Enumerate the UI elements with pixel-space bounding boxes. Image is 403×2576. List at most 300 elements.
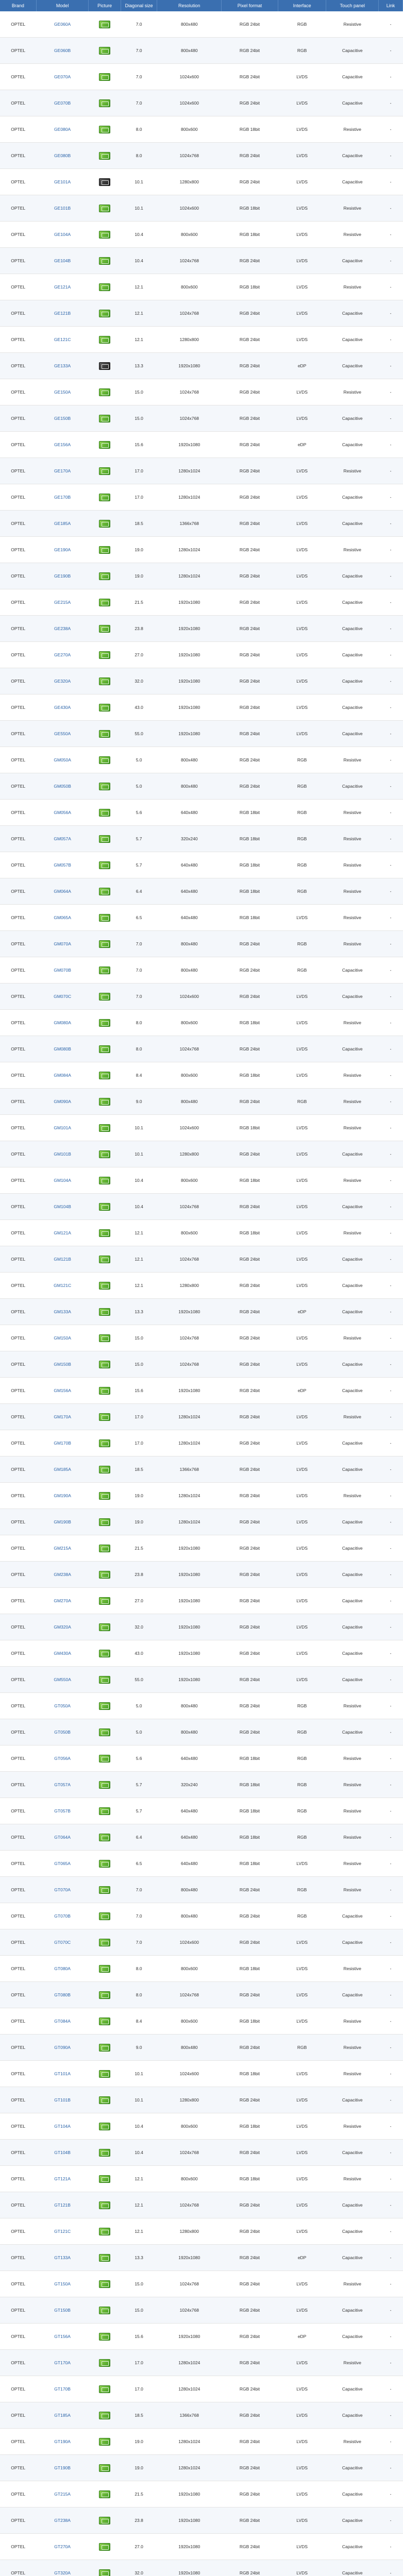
link-cell-text[interactable]: -: [390, 941, 392, 946]
model-cell-text[interactable]: GE080A: [54, 126, 71, 132]
model-cell[interactable]: [36, 2455, 89, 2481]
link-cell[interactable]: [379, 2140, 403, 2166]
link-cell-text[interactable]: -: [390, 1361, 392, 1367]
model-cell[interactable]: [36, 2113, 89, 2140]
model-cell-text[interactable]: GT057B: [54, 1808, 71, 1814]
link-cell-text[interactable]: -: [390, 809, 392, 815]
table-row[interactable]: [0, 1273, 403, 1299]
table-row[interactable]: [0, 800, 403, 826]
model-cell[interactable]: [36, 1115, 89, 1141]
link-cell-text[interactable]: -: [390, 888, 392, 894]
link-cell[interactable]: [379, 2324, 403, 2350]
link-cell[interactable]: [379, 721, 403, 747]
model-cell-text[interactable]: GM065A: [54, 914, 71, 920]
table-row[interactable]: [0, 1378, 403, 1404]
model-cell-text[interactable]: GM070B: [54, 967, 71, 973]
model-cell-text[interactable]: GT056A: [54, 1755, 71, 1761]
model-cell[interactable]: [36, 1956, 89, 1982]
table-row[interactable]: [0, 1404, 403, 1430]
link-cell[interactable]: [379, 1141, 403, 1167]
link-cell-text[interactable]: -: [390, 1414, 392, 1419]
link-cell-text[interactable]: -: [390, 2360, 392, 2365]
table-row[interactable]: [0, 2192, 403, 2218]
model-cell-text[interactable]: GE190A: [54, 547, 71, 552]
model-cell-text[interactable]: GE080B: [54, 152, 71, 158]
table-row[interactable]: [0, 694, 403, 721]
link-cell[interactable]: [379, 852, 403, 878]
model-cell[interactable]: [36, 2481, 89, 2507]
link-cell[interactable]: [379, 143, 403, 169]
table-row[interactable]: [0, 1535, 403, 1562]
model-cell-text[interactable]: GT080A: [54, 1965, 71, 1971]
table-row[interactable]: [0, 1798, 403, 1824]
link-cell-text[interactable]: -: [390, 1860, 392, 1866]
table-row[interactable]: [0, 1772, 403, 1798]
link-cell[interactable]: [379, 1562, 403, 1588]
model-cell[interactable]: [36, 1535, 89, 1562]
link-cell[interactable]: [379, 957, 403, 984]
table-row[interactable]: [0, 1299, 403, 1325]
link-cell-text[interactable]: -: [390, 1729, 392, 1735]
model-cell[interactable]: [36, 2297, 89, 2324]
model-cell[interactable]: [36, 300, 89, 327]
link-cell[interactable]: [379, 511, 403, 537]
model-cell[interactable]: [36, 1351, 89, 1378]
link-cell[interactable]: [379, 1798, 403, 1824]
model-cell-text[interactable]: GE070A: [54, 74, 71, 79]
link-cell-text[interactable]: -: [390, 1965, 392, 1971]
link-cell-text[interactable]: -: [390, 599, 392, 605]
link-cell-text[interactable]: -: [390, 1335, 392, 1341]
table-row[interactable]: [0, 537, 403, 563]
table-row[interactable]: [0, 2087, 403, 2113]
table-row[interactable]: [0, 90, 403, 116]
model-cell-text[interactable]: GE156A: [54, 442, 71, 447]
table-row[interactable]: [0, 2455, 403, 2481]
table-row[interactable]: [0, 2402, 403, 2429]
link-cell[interactable]: [379, 800, 403, 826]
table-row[interactable]: [0, 2350, 403, 2376]
link-cell-text[interactable]: -: [390, 1230, 392, 1235]
link-cell[interactable]: [379, 1929, 403, 1956]
table-row[interactable]: [0, 1456, 403, 1483]
model-cell-text[interactable]: GT320A: [54, 2570, 71, 2575]
model-cell-text[interactable]: GM121B: [54, 1256, 71, 1262]
link-cell[interactable]: [379, 169, 403, 195]
model-cell-text[interactable]: GM121A: [54, 1230, 71, 1235]
model-cell-text[interactable]: GE170B: [54, 494, 71, 500]
model-cell-text[interactable]: GE550A: [54, 731, 71, 736]
model-cell[interactable]: [36, 1194, 89, 1220]
table-row[interactable]: [0, 1115, 403, 1141]
link-cell[interactable]: [379, 90, 403, 116]
link-cell[interactable]: [379, 1404, 403, 1430]
model-cell-text[interactable]: GT050A: [54, 1703, 71, 1708]
model-cell[interactable]: [36, 2140, 89, 2166]
link-cell[interactable]: [379, 1588, 403, 1614]
table-row[interactable]: [0, 2481, 403, 2507]
table-row[interactable]: [0, 773, 403, 800]
model-cell[interactable]: [36, 694, 89, 721]
link-cell-text[interactable]: -: [390, 1939, 392, 1945]
table-row[interactable]: [0, 826, 403, 852]
link-cell-text[interactable]: -: [390, 967, 392, 973]
model-cell[interactable]: [36, 1719, 89, 1745]
table-row[interactable]: [0, 379, 403, 405]
link-cell[interactable]: [379, 1036, 403, 1062]
model-cell-text[interactable]: GE121C: [54, 336, 71, 342]
link-cell-text[interactable]: -: [390, 205, 392, 211]
link-cell[interactable]: [379, 1535, 403, 1562]
table-row[interactable]: [0, 2324, 403, 2350]
model-cell[interactable]: [36, 143, 89, 169]
model-cell-text[interactable]: GM070A: [54, 941, 71, 946]
model-cell[interactable]: [36, 1509, 89, 1535]
model-cell-text[interactable]: GT150A: [54, 2281, 71, 2286]
link-cell[interactable]: [379, 327, 403, 353]
model-cell-text[interactable]: GM190B: [54, 1519, 71, 1524]
model-cell-text[interactable]: GT064A: [54, 1834, 71, 1840]
model-cell[interactable]: [36, 1588, 89, 1614]
link-cell[interactable]: [379, 1010, 403, 1036]
table-row[interactable]: [0, 64, 403, 90]
link-cell[interactable]: [379, 1956, 403, 1982]
table-row[interactable]: [0, 2507, 403, 2534]
model-cell-text[interactable]: GT070A: [54, 1887, 71, 1892]
link-cell-text[interactable]: -: [390, 2071, 392, 2076]
model-cell[interactable]: [36, 116, 89, 143]
model-cell[interactable]: [36, 563, 89, 589]
table-row[interactable]: [0, 2297, 403, 2324]
model-cell-text[interactable]: GT050B: [54, 1729, 71, 1735]
model-cell[interactable]: [36, 2061, 89, 2087]
model-cell[interactable]: [36, 878, 89, 905]
link-cell[interactable]: [379, 2192, 403, 2218]
model-cell-text[interactable]: GM170A: [54, 1414, 71, 1419]
link-cell-text[interactable]: -: [390, 74, 392, 79]
link-cell[interactable]: [379, 1430, 403, 1456]
link-cell-text[interactable]: -: [390, 1282, 392, 1288]
model-cell[interactable]: [36, 1167, 89, 1194]
link-cell[interactable]: [379, 2218, 403, 2245]
link-cell[interactable]: [379, 195, 403, 222]
link-cell-text[interactable]: -: [390, 1098, 392, 1104]
model-cell-text[interactable]: GT238A: [54, 2517, 71, 2523]
table-row[interactable]: [0, 11, 403, 38]
model-cell[interactable]: [36, 1877, 89, 1903]
link-cell[interactable]: [379, 2507, 403, 2534]
model-cell-text[interactable]: GM090A: [54, 1098, 71, 1104]
link-cell-text[interactable]: -: [390, 2123, 392, 2129]
model-cell[interactable]: [36, 1614, 89, 1640]
model-cell-text[interactable]: GM101A: [54, 1125, 71, 1130]
model-cell-text[interactable]: GE270A: [54, 652, 71, 657]
link-cell[interactable]: [379, 2087, 403, 2113]
link-cell-text[interactable]: -: [390, 284, 392, 290]
model-cell[interactable]: [36, 2271, 89, 2297]
link-cell-text[interactable]: -: [390, 1703, 392, 1708]
model-cell-text[interactable]: GM080A: [54, 1020, 71, 1025]
link-cell[interactable]: [379, 379, 403, 405]
table-row[interactable]: [0, 274, 403, 300]
table-row[interactable]: [0, 405, 403, 432]
model-cell-text[interactable]: GE101B: [54, 205, 71, 211]
table-row[interactable]: [0, 2429, 403, 2455]
model-cell-text[interactable]: GT133A: [54, 2255, 71, 2260]
link-cell[interactable]: [379, 2402, 403, 2429]
model-cell-text[interactable]: GM133A: [54, 1309, 71, 1314]
model-cell[interactable]: [36, 1798, 89, 1824]
link-cell-text[interactable]: -: [390, 1440, 392, 1446]
link-cell-text[interactable]: -: [390, 2149, 392, 2155]
link-cell-text[interactable]: -: [390, 21, 392, 27]
model-cell-text[interactable]: GT104B: [54, 2149, 71, 2155]
link-cell[interactable]: [379, 1062, 403, 1089]
link-cell-text[interactable]: -: [390, 1545, 392, 1551]
link-cell-text[interactable]: -: [390, 468, 392, 473]
model-cell[interactable]: [36, 2534, 89, 2560]
table-row[interactable]: [0, 169, 403, 195]
link-cell[interactable]: [379, 1351, 403, 1378]
link-cell[interactable]: [379, 1772, 403, 1798]
model-cell[interactable]: [36, 195, 89, 222]
model-cell[interactable]: [36, 1404, 89, 1430]
table-row[interactable]: [0, 327, 403, 353]
model-cell-text[interactable]: GE238A: [54, 625, 71, 631]
table-row[interactable]: [0, 1220, 403, 1246]
link-cell[interactable]: [379, 563, 403, 589]
table-row[interactable]: [0, 957, 403, 984]
table-row[interactable]: [0, 1824, 403, 1851]
link-cell-text[interactable]: -: [390, 2097, 392, 2103]
model-cell[interactable]: [36, 1824, 89, 1851]
link-cell-text[interactable]: -: [390, 1493, 392, 1498]
model-cell[interactable]: [36, 721, 89, 747]
model-cell[interactable]: [36, 642, 89, 668]
model-cell[interactable]: [36, 2324, 89, 2350]
link-cell-text[interactable]: -: [390, 336, 392, 342]
link-cell-text[interactable]: -: [390, 2307, 392, 2313]
link-cell-text[interactable]: -: [390, 152, 392, 158]
table-row[interactable]: [0, 1719, 403, 1745]
model-cell-text[interactable]: GM050B: [54, 783, 71, 789]
model-cell[interactable]: [36, 2218, 89, 2245]
link-cell[interactable]: [379, 1167, 403, 1194]
model-cell[interactable]: [36, 2402, 89, 2429]
model-cell[interactable]: [36, 64, 89, 90]
link-cell[interactable]: [379, 2245, 403, 2271]
link-cell-text[interactable]: -: [390, 2044, 392, 2050]
link-cell-text[interactable]: -: [390, 310, 392, 316]
table-row[interactable]: [0, 511, 403, 537]
model-cell[interactable]: [36, 1851, 89, 1877]
link-cell[interactable]: [379, 353, 403, 379]
link-cell-text[interactable]: -: [390, 1466, 392, 1472]
model-cell[interactable]: [36, 353, 89, 379]
model-cell[interactable]: [36, 1667, 89, 1693]
link-cell[interactable]: [379, 38, 403, 64]
model-cell[interactable]: [36, 274, 89, 300]
link-cell-text[interactable]: -: [390, 2491, 392, 2497]
link-cell-text[interactable]: -: [390, 2412, 392, 2418]
model-cell[interactable]: [36, 2429, 89, 2455]
model-cell[interactable]: [36, 1483, 89, 1509]
link-cell-text[interactable]: -: [390, 2228, 392, 2234]
model-cell-text[interactable]: GM084A: [54, 1072, 71, 1078]
link-cell[interactable]: [379, 826, 403, 852]
model-cell[interactable]: [36, 1772, 89, 1798]
link-cell-text[interactable]: -: [390, 494, 392, 500]
link-cell-text[interactable]: -: [390, 1992, 392, 1997]
link-cell[interactable]: [379, 773, 403, 800]
link-cell-text[interactable]: -: [390, 1598, 392, 1603]
table-row[interactable]: [0, 642, 403, 668]
model-cell-text[interactable]: GT101A: [54, 2071, 71, 2076]
table-row[interactable]: [0, 248, 403, 274]
link-cell[interactable]: [379, 1509, 403, 1535]
model-cell[interactable]: [36, 1378, 89, 1404]
table-row[interactable]: [0, 2218, 403, 2245]
link-cell-text[interactable]: -: [390, 547, 392, 552]
table-row[interactable]: [0, 1877, 403, 1903]
model-cell-text[interactable]: GE060A: [54, 21, 71, 27]
model-cell[interactable]: [36, 1036, 89, 1062]
model-cell[interactable]: [36, 2245, 89, 2271]
model-cell-text[interactable]: GE185A: [54, 520, 71, 526]
table-row[interactable]: [0, 484, 403, 511]
link-cell[interactable]: [379, 11, 403, 38]
link-cell-text[interactable]: -: [390, 1887, 392, 1892]
link-cell-text[interactable]: -: [390, 2018, 392, 2024]
link-cell[interactable]: [379, 1640, 403, 1667]
model-cell[interactable]: [36, 1010, 89, 1036]
model-cell[interactable]: [36, 484, 89, 511]
link-cell[interactable]: [379, 2113, 403, 2140]
model-cell[interactable]: [36, 1562, 89, 1588]
link-cell-text[interactable]: -: [390, 1204, 392, 1209]
model-cell[interactable]: [36, 432, 89, 458]
link-cell-text[interactable]: -: [390, 2438, 392, 2444]
table-row[interactable]: [0, 1929, 403, 1956]
link-cell-text[interactable]: -: [390, 1676, 392, 1682]
table-row[interactable]: [0, 1167, 403, 1194]
table-row[interactable]: [0, 116, 403, 143]
model-cell-text[interactable]: GT170A: [54, 2360, 71, 2365]
model-cell[interactable]: [36, 2008, 89, 2035]
model-cell[interactable]: [36, 2035, 89, 2061]
link-cell[interactable]: [379, 668, 403, 694]
link-cell[interactable]: [379, 1220, 403, 1246]
model-cell[interactable]: [36, 2192, 89, 2218]
model-cell-text[interactable]: GM190A: [54, 1493, 71, 1498]
model-cell-text[interactable]: GE133A: [54, 363, 71, 368]
table-row[interactable]: [0, 2166, 403, 2192]
link-cell[interactable]: [379, 1299, 403, 1325]
model-cell-text[interactable]: GM150B: [54, 1361, 71, 1367]
model-cell-text[interactable]: GT121A: [54, 2176, 71, 2181]
model-cell-text[interactable]: GT070C: [54, 1939, 71, 1945]
link-cell[interactable]: [379, 1456, 403, 1483]
link-cell[interactable]: [379, 1719, 403, 1745]
link-cell[interactable]: [379, 2429, 403, 2455]
link-cell-text[interactable]: -: [390, 442, 392, 447]
model-cell-text[interactable]: GM215A: [54, 1545, 71, 1551]
model-cell[interactable]: [36, 616, 89, 642]
link-cell[interactable]: [379, 1378, 403, 1404]
table-row[interactable]: [0, 1430, 403, 1456]
table-row[interactable]: [0, 2140, 403, 2166]
link-cell-text[interactable]: -: [390, 678, 392, 684]
link-cell[interactable]: [379, 64, 403, 90]
table-row[interactable]: [0, 1062, 403, 1089]
model-cell-text[interactable]: GE121B: [54, 310, 71, 316]
model-cell-text[interactable]: GT104A: [54, 2123, 71, 2129]
table-row[interactable]: [0, 1036, 403, 1062]
link-cell-text[interactable]: -: [390, 731, 392, 736]
link-cell[interactable]: [379, 878, 403, 905]
table-row[interactable]: [0, 1614, 403, 1640]
model-cell-text[interactable]: GM101B: [54, 1151, 71, 1157]
model-cell[interactable]: [36, 2507, 89, 2534]
link-cell[interactable]: [379, 616, 403, 642]
link-cell-text[interactable]: -: [390, 1151, 392, 1157]
link-cell[interactable]: [379, 405, 403, 432]
link-cell-text[interactable]: -: [390, 47, 392, 53]
table-row[interactable]: [0, 2376, 403, 2402]
model-cell[interactable]: [36, 327, 89, 353]
model-cell-text[interactable]: GT215A: [54, 2491, 71, 2497]
model-cell[interactable]: [36, 1273, 89, 1299]
model-cell-text[interactable]: GT121B: [54, 2202, 71, 2208]
model-cell[interactable]: [36, 11, 89, 38]
table-row[interactable]: [0, 1194, 403, 1220]
link-cell-text[interactable]: -: [390, 1177, 392, 1183]
table-row[interactable]: [0, 1851, 403, 1877]
model-cell-text[interactable]: GM170B: [54, 1440, 71, 1446]
model-cell[interactable]: [36, 248, 89, 274]
model-cell[interactable]: [36, 984, 89, 1010]
table-row[interactable]: [0, 1246, 403, 1273]
link-cell-text[interactable]: -: [390, 2570, 392, 2575]
link-cell-text[interactable]: -: [390, 1755, 392, 1761]
model-cell-text[interactable]: GE320A: [54, 678, 71, 684]
model-cell[interactable]: [36, 169, 89, 195]
link-cell[interactable]: [379, 747, 403, 773]
model-cell-text[interactable]: GM430A: [54, 1650, 71, 1656]
link-cell[interactable]: [379, 2297, 403, 2324]
model-cell-text[interactable]: GT170B: [54, 2386, 71, 2392]
model-cell[interactable]: [36, 1929, 89, 1956]
model-cell-text[interactable]: GM104B: [54, 1204, 71, 1209]
link-cell-text[interactable]: -: [390, 914, 392, 920]
link-cell[interactable]: [379, 1273, 403, 1299]
link-cell-text[interactable]: -: [390, 573, 392, 579]
link-cell[interactable]: [379, 2560, 403, 2576]
table-row[interactable]: [0, 2245, 403, 2271]
link-cell-text[interactable]: -: [390, 757, 392, 762]
model-cell-text[interactable]: GT150B: [54, 2307, 71, 2313]
link-cell-text[interactable]: -: [390, 1834, 392, 1840]
link-cell[interactable]: [379, 2166, 403, 2192]
model-cell-text[interactable]: GE101A: [54, 179, 71, 184]
link-cell-text[interactable]: -: [390, 2176, 392, 2181]
model-cell-text[interactable]: GM056A: [54, 809, 71, 815]
model-cell[interactable]: [36, 537, 89, 563]
link-cell-text[interactable]: -: [390, 1624, 392, 1630]
link-cell-text[interactable]: -: [390, 126, 392, 132]
model-cell-text[interactable]: GE170A: [54, 468, 71, 473]
model-cell[interactable]: [36, 1299, 89, 1325]
